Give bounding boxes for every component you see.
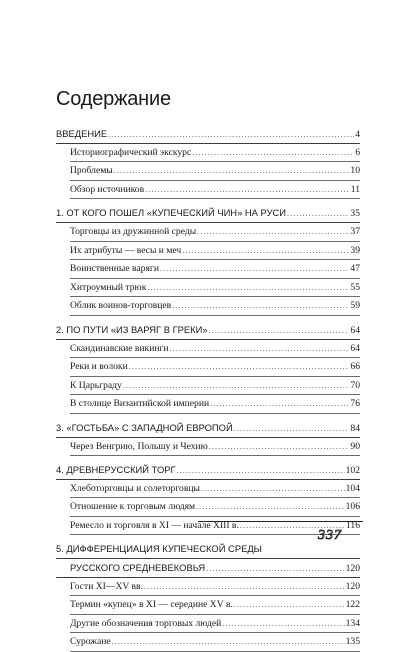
dot-leader [182,242,349,261]
toc-entry-title: 4. ДРЕВНЕРУССКИЙ ТОРГ [56,464,176,476]
toc-entry-title: ВВЕДЕНИЕ [56,128,108,139]
dot-leader [112,633,345,652]
toc-entry-page: 106 [345,501,360,513]
toc-entry-page: 59 [350,300,360,312]
toc-entry-page: 55 [350,281,360,293]
toc-entry-page: 76 [350,398,360,410]
toc-entry-title: Ремесло и торговля в XI — начале XIII в. [70,519,239,531]
toc-entry-title: 5. ДИФФЕРЕНЦИАЦИЯ КУПЕЧЕСКОЙ СРЕДЫ [56,543,262,555]
toc-section-row[interactable] [56,144,360,163]
toc-section-row[interactable] [56,596,360,615]
dot-leader [210,395,349,414]
toc-entry-title: Торговцы из дружинной среды [70,225,197,237]
toc-section-row[interactable] [56,438,360,457]
toc-section-row[interactable] [56,260,360,279]
toc-entry-title: Скандинавские викинги [70,342,169,354]
table-of-contents [56,125,360,652]
toc-entry-title: 3. «ГОСТЬБА» С ЗАПАДНОЙ ЕВРОПОЙ [56,421,233,433]
dot-leader [209,322,350,341]
dot-leader [144,578,345,597]
toc-entry-page: 134 [345,617,360,629]
toc-entry-page: 4 [355,129,360,140]
toc-entry-page: 64 [350,342,360,354]
dot-leader [160,260,349,279]
toc-entry-title: Термин «купец» в XI — середине XV в. [70,599,233,611]
dot-leader [222,615,344,634]
toc-entry-page: 120 [345,580,360,592]
toc-entry-page: 35 [350,208,360,220]
dot-leader [197,223,349,242]
toc-section-row[interactable] [56,162,360,181]
toc-entry-page: 39 [350,244,360,256]
toc-entry-page: 6 [355,146,360,158]
dot-leader [201,480,345,499]
toc-section-row[interactable] [56,181,360,200]
toc-entry-title: РУССКОГО СРЕДНЕВЕКОВЬЯ [70,562,206,574]
dot-leader [196,498,344,517]
dot-leader [114,162,350,181]
dot-leader [145,181,350,200]
toc-entry-title: В столице Византийской империи [70,398,210,410]
toc-entry-title: Отношение к торговым людям [70,501,196,513]
toc-entry-page: 64 [350,324,360,336]
toc-entry-title: Их атрибуты — весы и меч [70,244,182,256]
toc-entry-page: 104 [345,482,360,494]
toc-entry-title: Хлеботорговцы и солеторговцы [70,482,200,494]
toc-entry-title: Через Венгрию, Польшу и Чехию [70,440,208,452]
toc-entry-title: Сурожане [70,636,111,648]
dot-leader [234,596,345,615]
toc-section-row[interactable] [56,358,360,377]
toc-section-row[interactable] [56,242,360,261]
dot-leader [287,205,349,224]
toc-chapter-row[interactable] [56,419,360,438]
toc-entry-title: 2. ПО ПУТИ «ИЗ ВАРЯГ В ГРЕКИ» [56,323,208,335]
page-title: Содержание [56,88,171,110]
toc-entry-page: 90 [350,440,360,452]
toc-entry-title: Проблемы [70,165,113,177]
toc-entry-title: Воинственные варяги [70,263,159,275]
toc-entry-title: Другие обозначения торговых людей [70,617,222,629]
toc-entry-page: 102 [345,465,360,477]
dot-leader [206,560,344,579]
dot-leader [108,126,354,145]
dot-leader [129,358,350,377]
dot-leader [172,297,349,316]
toc-entry-page: 70 [350,379,360,391]
toc-entry-title: Хитроумный трюк [70,281,147,293]
page-number: 337 [318,528,342,543]
dot-leader [234,420,350,439]
toc-entry-page: 135 [345,636,360,648]
dot-leader [192,144,354,163]
toc-entry-title: 1. ОТ КОГО ПОШЕЛ «КУПЕЧЕСКИЙ ЧИН» НА РУСИ [56,207,287,219]
dot-leader [209,438,350,457]
toc-entry-page: 122 [345,599,360,611]
toc-entry-page: 47 [350,263,360,275]
toc-chapter-row[interactable] [56,204,360,223]
toc-section-row[interactable] [56,559,360,578]
toc-entry-page: 84 [350,422,360,434]
dot-leader [123,377,350,396]
toc-section-row[interactable] [56,377,360,396]
footer-rule [198,521,363,522]
toc-section-row[interactable] [56,633,360,652]
toc-section-row[interactable] [56,395,360,414]
toc-chapter-row[interactable] [56,321,360,340]
toc-section-row[interactable] [56,480,360,499]
toc-entry-title: К Царьграду [70,379,122,391]
toc-section-row[interactable] [56,498,360,517]
toc-entry-title: Историографический экскурс [70,146,192,158]
toc-entry-title: Облик воинов-торговцев [70,300,172,312]
dot-leader [177,462,345,481]
toc-entry-page: 66 [350,361,360,373]
toc-entry-page: 10 [350,165,360,177]
toc-entry-page: 11 [350,183,360,195]
toc-entry-title: Гости XI—XV вв. [70,580,143,592]
toc-chapter-row[interactable] [56,125,360,144]
toc-section-row[interactable] [56,340,360,359]
toc-section-row[interactable] [56,279,360,298]
toc-section-row[interactable] [56,517,360,536]
dot-leader [147,279,349,298]
toc-chapter-row[interactable] [56,540,360,559]
toc-section-row[interactable] [56,578,360,597]
toc-entry-page: 116 [345,519,360,531]
toc-chapter-row[interactable] [56,461,360,480]
toc-entry-page: 120 [345,563,360,575]
toc-section-row[interactable] [56,223,360,242]
toc-section-row[interactable] [56,297,360,316]
toc-entry-title: Реки и волоки [70,361,128,373]
dot-leader [170,340,350,359]
toc-entry-page: 37 [350,225,360,237]
toc-section-row[interactable] [56,615,360,634]
toc-entry-title: Обзор источников [70,183,145,195]
